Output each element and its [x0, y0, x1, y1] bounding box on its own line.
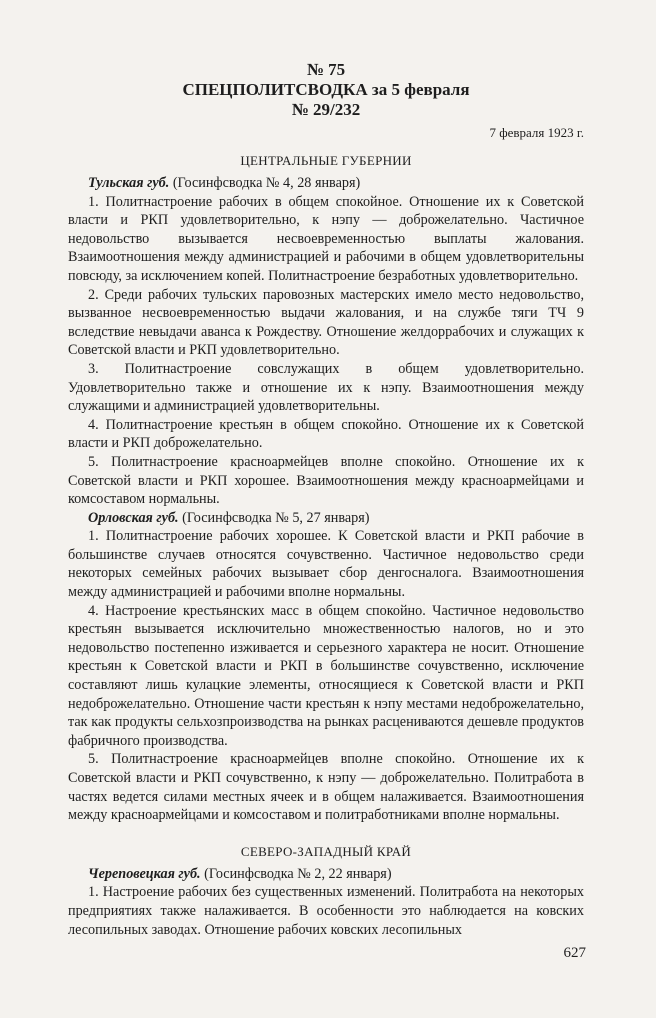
region-name: Череповецкая губ.: [88, 865, 201, 882]
section-title-central: ЦЕНТРАЛЬНЫЕ ГУБЕРНИИ: [240, 153, 412, 168]
paragraph: 4. Настроение крестьянских масс в общем спокойно. Частичное недовольство крестьян вызывается исключительно множественностью налогов, но и это недовольство постепенно изживается и серьезного характера не носит. Отношение крестьян к Советской власти и РКП в большинстве сочувственно, исключение составляют лишь кулацкие элементы, относящиеся к Советской власти и РКП недоброжелательно. Отношение части крестьян к нэпу местами недоброжелательно, так как продукты сельхозпроизводства на рынках расцениваются дешевле продуктов фабричного производства.: [68, 602, 584, 749]
region-name: Тульская губ.: [88, 175, 170, 191]
region-heading: [68, 509, 584, 528]
document-date: 7 февраля 1923 г.: [489, 125, 584, 140]
region-name: Орловская губ.: [88, 509, 179, 526]
paragraph: 1. Политнастроение рабочих хорошее. К Советской власти и РКП рабочие в большинстве случаев относятся сочувственно. Частичное недовольство среди некоторых семейных рабочих вызывает сбор денгосналога. Взаимоотношения между администрацией и рабочими вполне нормальны.: [68, 528, 584, 601]
paragraph: 1. Настроение рабочих без существенных изменений. Политработа на некоторых предприятиях также налаживается. В особенности это наблюдается на ковских лесопильных заводах. Отношение рабочих ковских лесопильных: [68, 884, 584, 938]
paragraph: 5. Политнастроение красноармейцев вполне спокойно. Отношение их к Советской власти и РКП сочувственно, к нэпу — доброжелательно. Политработа в частях ведется силами местных ячеек и в общем налаживается. Взаимоотношения между красноармейцами и комсоставом и политработниками вполне нормальны.: [68, 751, 584, 824]
paragraph: 3. Политнастроение совслужащих в общем удовлетворительно. Удовлетворительно также и отношение их к нэпу. Взаимоотношения между служащими и администрацией удовлетворительны.: [68, 360, 584, 415]
region-heading: [68, 865, 584, 884]
region-heading: [68, 174, 584, 193]
document-page: [68, 60, 584, 939]
page-number: 627: [563, 945, 586, 961]
paragraph: 1. Политнастроение рабочих в общем спокойное. Отношение их к Советской власти и РКП удовлетворительно, к нэпу — доброжелательно. Частичное недовольство вызывается несвоевременностью выплаты жалования. Взаимоотношения между администрацией и рабочими в общем удовлетворительны повсюду, за исключением копей. Политнастроение безработных удовлетворительно.: [68, 193, 584, 284]
region-source: (Госинфсводка № 2, 22 января): [204, 865, 392, 882]
document-title: СПЕЦПОЛИТСВОДКА за 5 февраля: [182, 80, 470, 99]
region-source: (Госинфсводка № 5, 27 января): [182, 509, 370, 526]
document-number: № 75: [306, 60, 346, 79]
section-title-northwest: СЕВЕРО-ЗАПАДНЫЙ КРАЙ: [240, 843, 412, 859]
region-source: (Госинфсводка № 4, 28 января): [172, 175, 361, 191]
paragraph: 5. Политнастроение красноармейцев вполне спокойно. Отношение их к Советской власти и РКП хорошее. Взаимоотношения между красноармейцами и комсоставом нормальны.: [68, 453, 584, 508]
paragraph: 2. Среди рабочих тульских паровозных мастерских имело место недовольство, вызванное несвоевременностью выдачи жалования, и на службе тяги ТЧ 9 вследствие невыдачи аванса к Рождеству. Отношение желдоррабочих и служащих к Советской власти и РКП удовлетворительно.: [68, 286, 584, 359]
paragraph: 4. Политнастроение крестьян в общем спокойно. Отношение их к Советской власти и РКП доброжелательно.: [68, 416, 584, 452]
document-subnumber: № 29/232: [291, 100, 361, 119]
